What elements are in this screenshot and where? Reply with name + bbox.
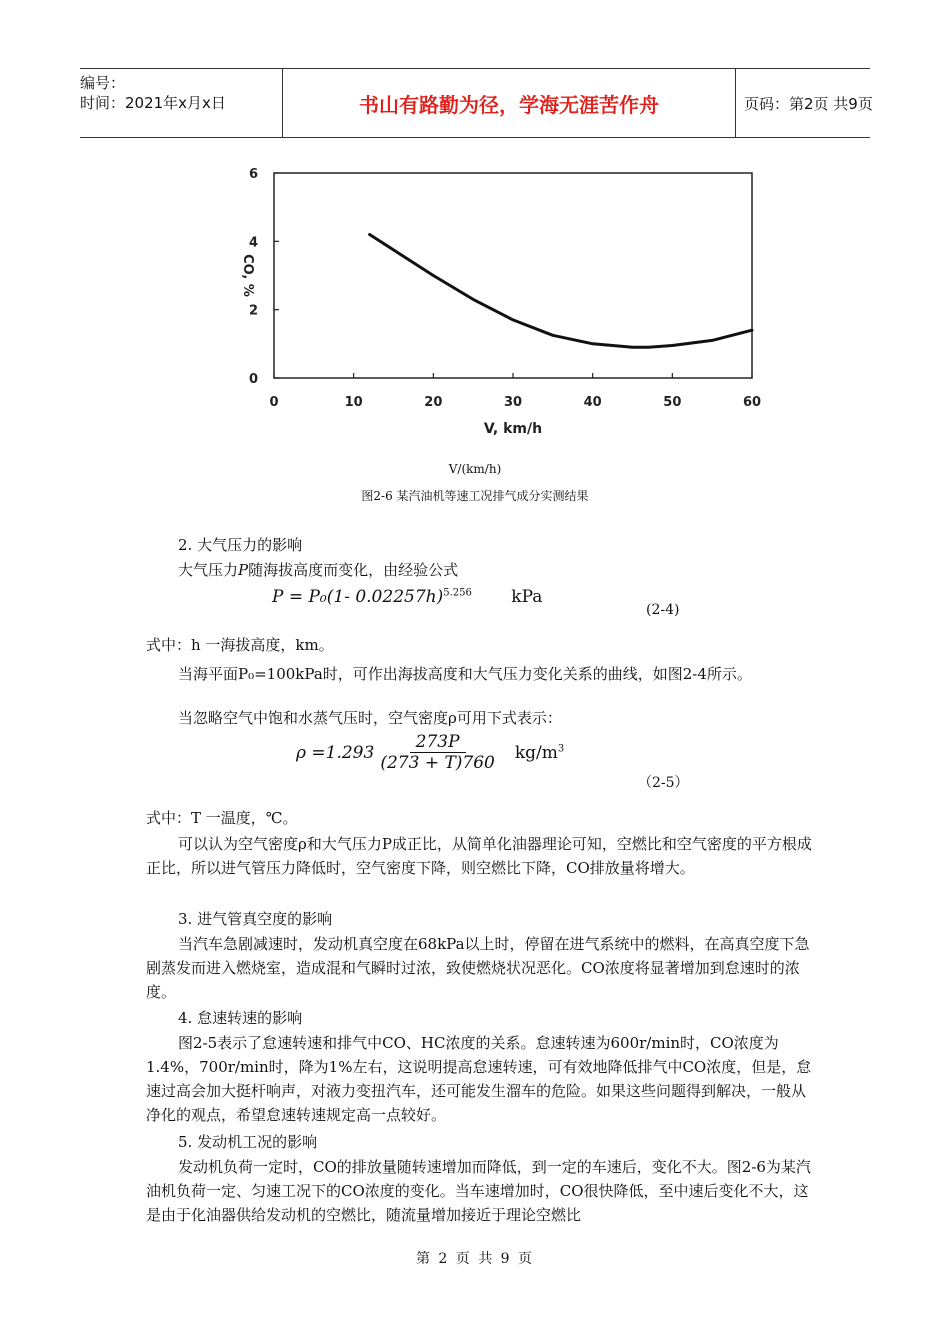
equation-2-5 (296, 732, 564, 773)
eq2-denominator: (273 + T)760 (380, 753, 495, 773)
proportion-para: 可以认为空气密度ρ和大气压力P成正比，从简单化油器理论可知，空燃比和空气密度的平方根成正比，所以进气管压力降低时，空气密度下降，则空燃比下降，CO排放量将增大。 (146, 835, 812, 877)
figure-unit-caption: V/(km/h) (448, 462, 502, 476)
eq2-unit-wrap (515, 743, 564, 763)
y-tick-label: 6 (248, 167, 258, 182)
eq2-unit-exp: 3 (557, 742, 565, 754)
y-tick-label: 2 (248, 303, 258, 319)
intro-text-b: 随海拔高度而变化，由经验公式 (248, 561, 459, 579)
section-5-title: 5. 发动机工况的影响 (178, 1133, 318, 1151)
where-t: 式中：T 一温度，℃。 (146, 809, 298, 827)
x-tick-label: 10 (344, 395, 363, 410)
plot-frame (274, 173, 752, 378)
time-label: 时间：2021年x月x日 (80, 94, 226, 112)
x-tick-label: 0 (269, 395, 279, 410)
sea-level-para: 当海平面P₀=100kPa时，可作出海拔高度和大气压力变化关系的曲线，如图2-4所示。 (178, 665, 752, 683)
intro-text-a: 大气压力 (178, 561, 239, 579)
header-page-info: 页码：第2页 共9页 (744, 94, 873, 113)
section-4-title: 4. 怠速转速的影响 (178, 1009, 303, 1027)
eq1-number: (2-4) (646, 602, 680, 618)
eq1-unit: kPa (511, 587, 543, 607)
eq1-exponent: 5.256 (443, 587, 472, 599)
number-label: 编号： (80, 74, 126, 92)
x-tick-label: 60 (742, 395, 762, 410)
where-h: 式中：h 一海拔高度，km。 (146, 636, 334, 654)
x-tick-label: 50 (663, 395, 682, 410)
x-tick-label: 20 (424, 395, 443, 410)
intro-var-p: P (238, 561, 249, 579)
x-axis-label: V, km/h (483, 421, 543, 437)
co-speed-chart (236, 160, 776, 440)
x-tick-label: 30 (503, 395, 523, 410)
section-5-para: 发动机负荷一定时，CO的排放量随转速增加而降低，到一定的车速后，变化不大。图2-6为某汽油机负荷一定、匀速工况下的CO浓度的变化。当车速增加时，CO很快降低，至中速后变化不大，这是由于化油器供给发动机的空燃比，随流量增加接近于理论空燃比 (146, 1158, 811, 1224)
density-para: 当忽略空气中饱和水蒸气压时，空气密度ρ可用下式表示： (178, 709, 562, 727)
eq2-unit: kg/m (514, 742, 558, 763)
section-3-para: 当汽车急剧减速时，发动机真空度在68kPa以上时，停留在进气系统中的燃料，在高真空度下急剧蒸发而进入燃烧室，造成混和气瞬时过浓，致使燃烧状况恶化。CO浓度将显著增加到怠速时的浓度。 (146, 935, 810, 1001)
eq2-number: （2-5） (638, 775, 689, 791)
page-footer: 第 2 页 共 9 页 (415, 1251, 535, 1267)
co-curve (370, 235, 752, 348)
eq2-fraction (380, 732, 495, 773)
eq2-left: ρ =1.293 (296, 742, 375, 763)
figure-caption: 图2-6 某汽油机等速工况排气成分实测结果 (361, 489, 589, 503)
section-2-title: 2. 大气压力的影响 (178, 536, 303, 554)
y-axis-label: CO, % (240, 254, 255, 297)
section-2-intro (178, 558, 844, 582)
section-3-title: 3. 进气管真空度的影响 (178, 910, 333, 928)
y-tick-label: 4 (248, 235, 258, 251)
page-header (80, 68, 873, 138)
eq1-body: P = P₀(1- 0.02257h) (272, 587, 444, 607)
eq2-numerator: 273P (410, 732, 466, 753)
y-tick-label: 0 (248, 372, 258, 387)
x-tick-label: 40 (583, 395, 602, 410)
equation-2-4 (272, 587, 542, 607)
header-left (80, 69, 282, 141)
header-motto: 书山有路勤为径，学海无涯苦作舟 (282, 69, 736, 137)
section-4-para: 图2-5表示了怠速转速和排气中CO、HC浓度的关系。怠速转速为600r/min时，CO浓度为1.4%，700r/min时，降为1%左右，这说明提高怠速转速，可有效地降低排气中CO浓度，但是，怠速过高会加大挺杆响声，对液力变扭汽车，还可能发生溜车的危险。如果这些问题得到解决，一般从净化的观点，希望怠速转速规定高一点较好。 (146, 1034, 812, 1124)
